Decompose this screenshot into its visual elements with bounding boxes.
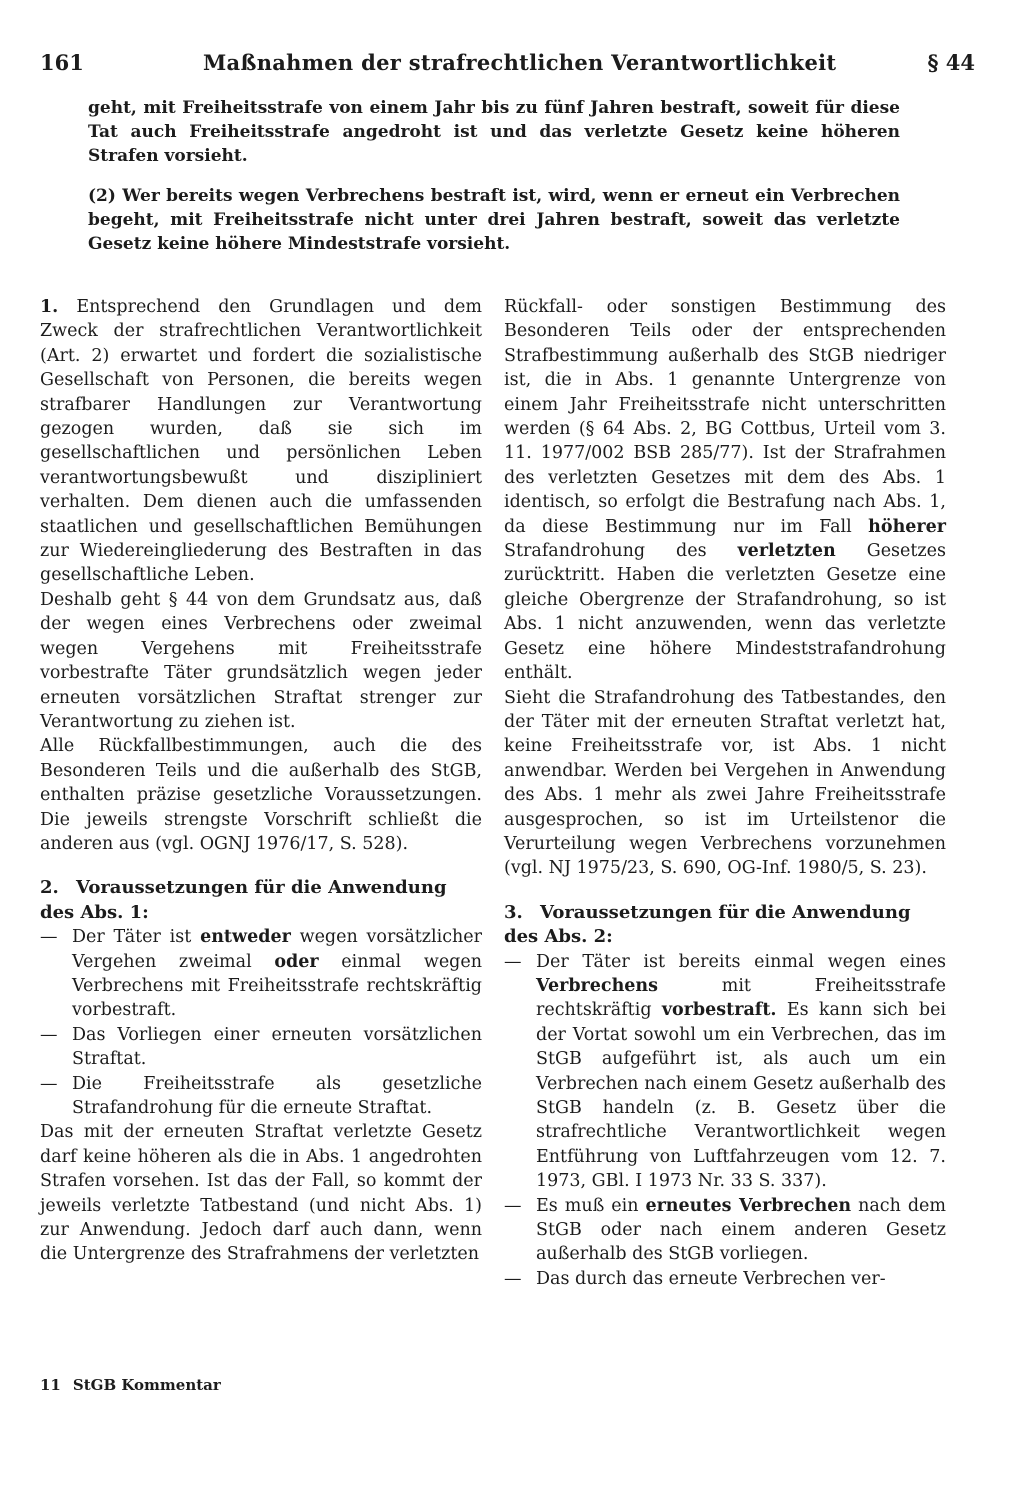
- list-item: — Der Täter ist bereits einmal wegen eines Verbrechens mit Freiheitsstrafe rechtskräftig vorbestraft. Es kann sich bei der Vortat sowohl um ein Verbrechen, das im StGB aufgeführt ist, als auch um ein Verbrechen nach einem Gesetz außerhalb des StGB handeln (z. B. Gesetz über die strafrechtliche Verantwortlichkeit wegen Entführung von Luftfahrzeugen vom 12. 7. 1973, GBl. I 1973 Nr. 33 S. 337).: [504, 950, 946, 1194]
- sheet-number: 11: [40, 1376, 61, 1394]
- statute-text: [88, 96, 900, 256]
- requirements-list-abs1: [40, 925, 482, 1120]
- paragraph-mark: § 44: [927, 50, 975, 75]
- commentary-1-paragraph-2: Deshalb geht § 44 von dem Grundsatz aus, daß der wegen eines Verbrechens oder zweimal wegen Vergehens mit Freiheitsstrafe vorbestrafte Täter grundsätzlich wegen jeder erneuten vorsätzlichen Straftat strenger zur Verantwortung zu ziehen ist.: [40, 589, 482, 732]
- left-column: [40, 295, 482, 1267]
- commentary-1-paragraph-3: Alle Rückfallbestimmungen, auch die des Besonderen Teils und die außerhalb des StGB, enthalten präzise gesetzliche Voraussetzungen. Die jeweils strengste Vorschrift schließt die anderen aus (vgl. OGNJ 1976/17, S. 528).: [40, 736, 482, 854]
- commentary-2-paragraph: Das mit der erneuten Straftat verletzte Gesetz darf keine höheren als die in Abs. 1 angedrohten Strafen vorsehen. Ist das der Fall, so kommt der jeweils verletzte Tatbestand (und nicht Abs. 1) zur Anwendung. Jedoch darf auch dann, wenn die Untergrenze des Strafrahmens der verletzten: [40, 1122, 482, 1265]
- commentary-paragraph: Sieht die Strafandrohung des Tatbestandes, den der Täter mit der erneuten Straftat verletzt hat, keine Freiheitsstrafe vor, ist Abs. 1 nicht anwendbar. Werden bei Vergehen in Anwendung des Abs. 1 mehr als zwei Jahre Freiheitsstrafe ausgesprochen, so ist im Urteilstenor die Verurteilung wegen Verbrechens vorzunehmen (vgl. NJ 1975/23, S. 690, OG-Inf. 1980/5, S. 23).: [504, 687, 946, 879]
- list-item: — Es muß ein erneutes Verbrechen nach dem StGB oder nach einem anderen Gesetz außerhalb des StGB vorliegen.: [504, 1194, 946, 1267]
- section-heading-2: 2. Voraussetzungen für die Anwendung des Abs. 1:: [40, 877, 447, 923]
- section-number: 1.: [40, 297, 59, 317]
- right-column: [504, 295, 946, 1291]
- commentary-1-paragraph-1: 1. Entsprechend den Grundlagen und dem Zweck der strafrechtlichen Verantwortlichkeit (Art. 2) erwartet und fordert die sozialistische Gesellschaft von Personen, die bereits wegen strafbarer Handlungen zur Verantwortung gezogen wurden, daß sie sich im gesellschaftlichen und persönlichen Leben verantwortungsbewußt und diszipliniert verhalten. Dem dienen auch die umfassenden staatlichen und gesellschaftlichen Bemühungen zur Wiedereingliederung des Bestraften in das gesellschaftliche Leben.: [40, 297, 482, 586]
- commentary-continued-paragraph: Rückfall- oder sonstigen Bestimmung des Besonderen Teils oder der entsprechenden Strafbestimmung außerhalb des StGB niedriger ist, die in Abs. 1 genannte Untergrenze von einem Jahr Freiheitsstrafe nicht unterschritten werden (§ 64 Abs. 2, BG Cottbus, Urteil vom 3. 11. 1977/002 BSB 285/77). Ist der Strafrahmen des verletzten Gesetzes mit dem des Abs. 1 identisch, so erfolgt die Bestrafung nach Abs. 1, da diese Bestimmung nur im Fall höherer Strafandrohung des verletzten Gesetzes zurücktritt. Haben die verletzten Gesetze eine gleiche Obergrenze der Strafandrohung, so ist Abs. 1 nicht anzuwenden, wenn das verletzte Gesetz eine höhere Mindeststrafandrohung enthält.: [504, 297, 946, 684]
- statute-paragraph-2: (2) Wer bereits wegen Verbrechens bestraft ist, wird, wenn er erneut ein Verbrechen begeht, mit Freiheitsstrafe nicht unter drei Jahren bestraft, soweit das verletzte Gesetz keine höhere Mindeststrafe vorsieht.: [88, 186, 900, 254]
- requirements-list-abs2: [504, 950, 946, 1292]
- section-heading-3: 3. Voraussetzungen für die Anwendung des Abs. 2:: [504, 901, 911, 948]
- list-item: — Der Täter ist entweder wegen vorsätzlicher Vergehen zweimal oder einmal wegen Verbrechens mit Freiheitsstrafe rechtskräftig vorbestraft.: [40, 925, 482, 1023]
- statute-paragraph-1: geht, mit Freiheitsstrafe von einem Jahr bis zu fünf Jahren bestraft, soweit für diese Tat auch Freiheitsstrafe angedroht ist und das verletzte Gesetz keine höheren Strafen vorsieht.: [88, 98, 900, 166]
- footer-label: StGB Kommentar: [72, 1376, 221, 1394]
- list-item: — Das Vorliegen einer erneuten vorsätzlichen Straftat.: [40, 1023, 482, 1072]
- page-footer: [40, 1376, 221, 1394]
- running-header: [40, 50, 975, 84]
- list-item: — Die Freiheitsstrafe als gesetzliche Strafandrohung für die erneute Straftat.: [40, 1072, 482, 1121]
- page-number: 161: [40, 50, 84, 75]
- list-item: — Das durch das erneute Verbrechen ver-: [504, 1267, 946, 1291]
- running-title: Maßnahmen der strafrechtlichen Verantwortlichkeit: [203, 50, 837, 75]
